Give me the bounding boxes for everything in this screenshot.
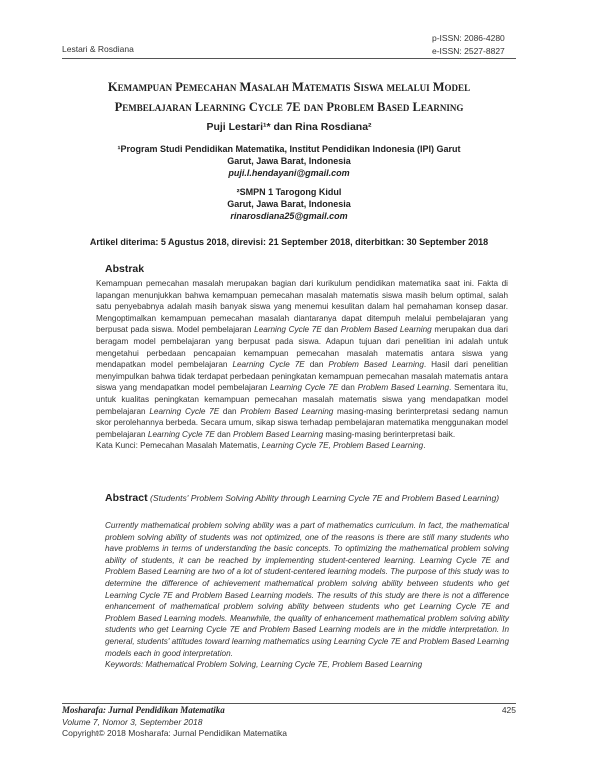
abstrak-text-run: . Sementara itu, untuk kualitas peningkatan kemampuan pemecahan masalah matematis siswa yang mendapatkan model pembelajaran: [96, 383, 508, 416]
abstract-heading-subtitle: (Students' Problem Solving Ability through Learning Cycle 7E and Problem Based Learning): [147, 493, 500, 503]
affiliation-1-institution: ¹Program Studi Pendidikan Matematika, Institut Pendidikan Indonesia (IPI) Garut: [117, 144, 461, 154]
issn-block: [432, 32, 516, 58]
abstrak-body: [96, 278, 508, 452]
affiliation-2-location: Garut, Jawa Barat, Indonesia: [227, 199, 351, 209]
abstrak-heading: Abstrak: [105, 263, 145, 275]
abstrak-text-run: merupakan dua dari beragam model pembelajaran yang berpusat pada siswa. Adapun tujuan dari penelitian ini adalah untuk mengetahui perbedaan pencapaian kemampuan pemecahan masalah matematis antara siswa yang mendapatkan model pembelajaran: [96, 325, 508, 370]
abstrak-text-run: masing-masing berinterpretasi sedang namun skor perolehannya berbeda. Secara umum, sikap siswa terhadap pembelajaran matematika menggunakan model pembelajaran: [96, 406, 508, 439]
abstrak-text-run: . Hasil dari penelitian menyimpulkan bahwa tidak terdapat perbedaan peningkatan kemampuan pemecahan masalah matematis antara siswa yang mendapatkan model pembelajaran: [96, 360, 508, 393]
page-number: 425: [501, 705, 516, 715]
abstrak-text-run: Problem Based Learning: [240, 406, 334, 416]
abstrak-text-run: .: [423, 441, 426, 451]
abstrak-text-run: Learning Cycle 7E: [270, 383, 339, 393]
abstrak-text-run: Problem Based Learning: [340, 325, 432, 335]
abstrak-text-run: masing-masing berinterpretasi baik.: [323, 429, 456, 439]
abstract-heading-label: Abstract: [105, 492, 148, 504]
author-list: Puji Lestari¹* dan Rina Rosdiana²: [206, 121, 372, 133]
abstrak-text-run: dan: [219, 406, 241, 416]
article-dates: Artikel diterima: 5 Agustus 2018, direvisi: 21 September 2018, diterbitkan: 30 September 2018: [89, 237, 489, 247]
abstrak-text-run: Kemampuan pemecahan masalah merupakan bagian dari kurikulum pendidikan matematika saat ini. Fakta di lapangan menunjukkan bahwa kemampuan pemecahan masalah matematis siswa masih belum optimal, salah satu penyebabnya adalah masih banyak siswa yang menemui kesulitan dalam hal pemahaman konsep dasar. Mengoptimalkan kemampuan pemecahan masalah diantaranya dapat ditempuh melalui pembelajaran yang berpusat pada siswa. Model pembelajaran: [96, 279, 508, 335]
abstract-text-run: Currently mathematical problem solving ability was a part of mathematics curriculum. In fact, the mathematical problem solving ability of students was not optimized, one of the reasons is there are still many students who have problems in terms of understanding the basic concepts. To optimizing the mathematical problem solving ability of students, it can be reached by implementing student-centered learning. Learning Cycle 7E and Problem Based Learning are two of a lot of student-centered learning models. The purpose of this study was to determine the difference of achievement mathematical problem solving ability between students who get Learning Cycle 7E and Problem Based Learning models. The results of this study are there is not a difference enhancement of mathematical problem solving ability between students who get Learning Cycle 7E and Problem Based Learning models. Meanwhile, the quality of enhancement mathematical problem solving ability students who get Learning Cycle 7E and Problem Based Learning models are in the middle interpretation. In general, students' attitudes toward learning mathematics using Learning Cycle 7E and Problem Based Learning models each in good interpretation.: [105, 521, 509, 658]
abstract-text-run: Keywords: Mathematical Problem Solving, Learning Cycle 7E, Problem Based Learning: [105, 660, 423, 670]
electronic-issn: e-ISSN: 2527-8827: [432, 46, 505, 56]
abstrak-text-run: Learning Cycle 7E, Problem Based Learning: [261, 441, 424, 451]
copyright-notice: Copyright© 2018 Mosharafa: Jurnal Pendidikan Matematika: [62, 728, 288, 738]
affiliation-1-email[interactable]: puji.l.hendayani@gmail.com: [228, 168, 350, 178]
abstrak-text-run: dan: [304, 360, 329, 370]
abstrak-text-run: Learning Cycle 7E: [149, 406, 220, 416]
abstrak-text-run: Kata Kunci: Pemecahan Masalah Matematis,: [96, 441, 262, 451]
title-line-2: Pembelajaran Learning Cycle 7E dan Problem Based Learning: [114, 100, 464, 114]
header-divider: [62, 58, 516, 59]
affiliation-1-location: Garut, Jawa Barat, Indonesia: [227, 156, 351, 166]
abstrak-text-run: Problem Based Learning: [233, 429, 324, 439]
affiliation-2-email[interactable]: rinarosdiana25@gmail.com: [230, 211, 348, 221]
print-issn: p-ISSN: 2086-4280: [432, 33, 505, 43]
footer-divider: [62, 703, 516, 704]
article-title: [62, 77, 516, 117]
running-header-authors: Lestari & Rosdiana: [62, 44, 134, 54]
abstrak-text-run: Learning Cycle 7E: [232, 360, 305, 370]
abstrak-text-run: Problem Based Learning: [357, 383, 449, 393]
affiliation-2: [62, 186, 516, 222]
abstract-body: [105, 520, 509, 671]
affiliation-1: [62, 143, 516, 179]
affiliation-2-institution: ²SMPN 1 Tarogong Kidul: [236, 187, 342, 197]
abstrak-text-run: Learning Cycle 7E: [254, 325, 322, 335]
abstrak-text-run: dan: [321, 325, 341, 335]
footer-info: [62, 705, 287, 740]
abstract-heading: [105, 493, 505, 505]
abstrak-text-run: Problem Based Learning: [328, 360, 424, 370]
abstrak-text-run: Learning Cycle 7E: [147, 429, 215, 439]
title-line-1: Kemampuan Pemecahan Masalah Matematis Siswa melalui Model: [107, 80, 471, 94]
journal-name: Mosharafa: Jurnal Pendidikan Matematika: [62, 705, 225, 715]
journal-volume: Volume 7, Nomor 3, September 2018: [62, 716, 203, 727]
abstrak-text-run: dan: [338, 383, 358, 393]
abstrak-text-run: dan: [214, 429, 234, 439]
